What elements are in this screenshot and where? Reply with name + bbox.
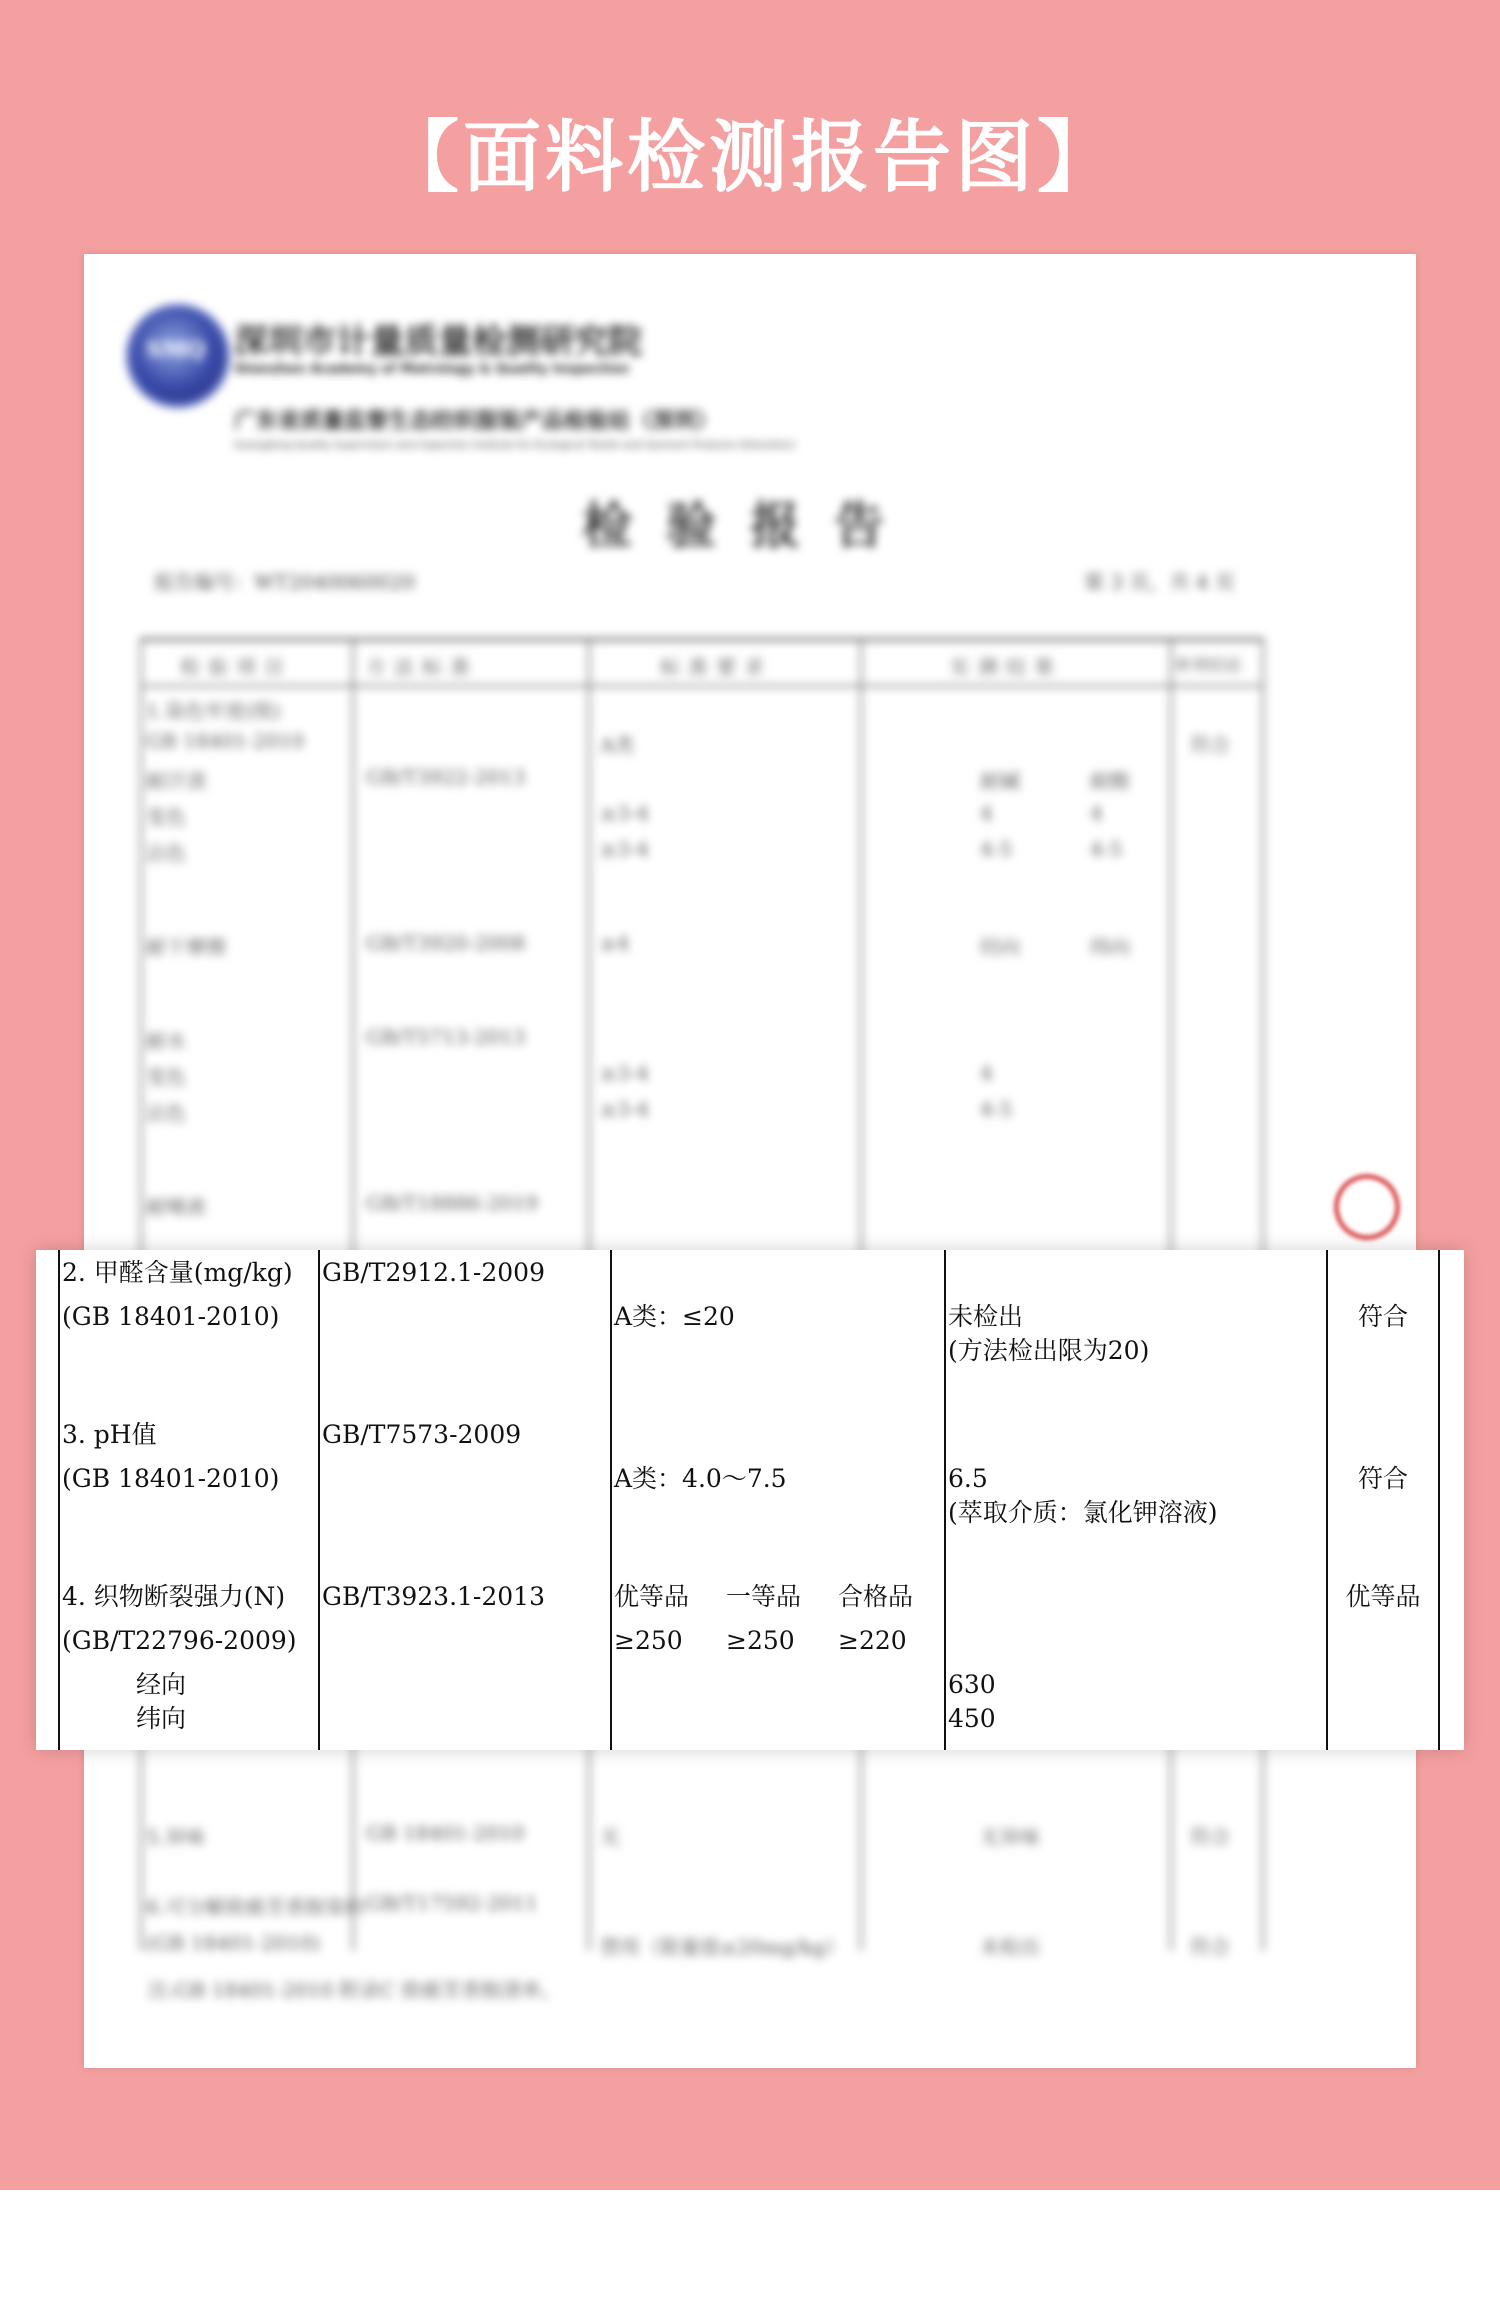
result: 未检出 xyxy=(948,1302,1024,1331)
item-weft: 纬向 xyxy=(136,1704,187,1733)
bg-cell-item: 1.染色牢度(级) xyxy=(146,699,281,723)
bg-cell-req: 无 xyxy=(600,1825,620,1849)
org-name: 深圳市计量质量检测研究院 xyxy=(234,322,642,362)
header-divider xyxy=(140,685,1264,687)
org-sub: 广东省质量监督生态纺织服装产品检验站（深圳） xyxy=(234,409,719,434)
header-cell: 检验项目 xyxy=(180,655,292,679)
bg-cell-req: ≥3-4 xyxy=(600,837,649,861)
bg-cell-item: GB 18401-2010 xyxy=(146,729,305,753)
bg-cell-concl: 符合 xyxy=(1190,733,1230,757)
column-divider xyxy=(318,1250,320,1750)
item-standard: (GB 18401-2010) xyxy=(62,1302,280,1331)
header-cell: 实测结果 xyxy=(950,655,1062,679)
bg-cell-req: ≥4 xyxy=(600,931,630,955)
bg-cell-result: 经向 xyxy=(980,935,1020,959)
conclusion: 优等品 xyxy=(1345,1582,1421,1611)
result-weft: 450 xyxy=(948,1704,996,1733)
report-number: 报告编号：WT2040060020 xyxy=(154,570,416,594)
banner-title: 【面料检测报告图】 xyxy=(380,113,1119,203)
bg-cell-item: 5.异味 xyxy=(146,1825,206,1849)
bg-cell-result: 4 xyxy=(980,1061,993,1085)
bg-cell-concl: 符合 xyxy=(1190,1935,1230,1959)
bg-cell-item: (GB 18401-2010) xyxy=(146,1931,320,1955)
method-standard: GB/T2912.1-2009 xyxy=(322,1258,545,1287)
bg-cell-result2: 4-5 xyxy=(1090,837,1123,861)
bg-cell-result: 4-5 xyxy=(980,837,1013,861)
bg-cell-item: 沾色 xyxy=(146,1101,186,1125)
conclusion: 符合 xyxy=(1357,1302,1408,1331)
bg-cell-req: A类 xyxy=(600,733,635,757)
grade-value: ≥220 xyxy=(838,1626,907,1655)
item-formaldehyde: 2. 甲醛含量(mg/kg) xyxy=(62,1258,293,1287)
logo-text: SMQ xyxy=(146,337,206,363)
column-divider xyxy=(58,1250,60,1750)
bg-cell-result2: 纬向 xyxy=(1090,935,1130,959)
bg-cell-method: GB/T17592-2011 xyxy=(366,1891,539,1915)
report-title: 检验报告 xyxy=(582,496,918,555)
report-note: 注:GB 18401-2010 附录C 致癌芳香胺清单。 xyxy=(148,1978,562,2002)
bg-cell-method: GB/T3920-2008 xyxy=(366,931,526,955)
header-cell: 单项结论 xyxy=(1174,656,1242,676)
requirement: A类：4.0～7.5 xyxy=(614,1464,787,1493)
result-note: (萃取介质：氯化钾溶液) xyxy=(948,1498,1218,1527)
item-standard: (GB 18401-2010) xyxy=(62,1464,280,1493)
bg-cell-method: GB 18401-2010 xyxy=(366,1821,525,1845)
item-standard: (GB/T22796-2009) xyxy=(62,1626,297,1655)
bg-cell-req: 禁用（限量值≤20mg/kg） xyxy=(600,1935,846,1959)
bg-cell-item: 耐水 xyxy=(146,1029,186,1053)
bg-cell-item: 耐唾液 xyxy=(146,1195,206,1219)
bg-cell-item: 6.可分解致癌芳香胺染料 xyxy=(146,1895,366,1919)
grade-value: ≥250 xyxy=(614,1626,683,1655)
method-standard: GB/T3923.1-2013 xyxy=(322,1582,545,1611)
bg-cell-item: 耐干摩擦 xyxy=(146,935,226,959)
column-divider xyxy=(610,1250,612,1750)
bg-cell-result: 4 xyxy=(980,801,993,825)
column-divider xyxy=(944,1250,946,1750)
item-warp: 经向 xyxy=(136,1670,187,1699)
org-name-en: Shenzhen Academy of Metrology & Quality Inspection xyxy=(234,362,630,377)
requirement: A类：≤20 xyxy=(614,1302,735,1331)
grade-label: 一等品 xyxy=(726,1582,802,1611)
org-sub-en: Guangdong Quality Supervision and Inspection Institute for Ecological Textile and Garment Products (Shenzhen) xyxy=(234,440,796,451)
blurred-report xyxy=(84,254,1416,2068)
bg-cell-concl: 符合 xyxy=(1190,1825,1230,1849)
bg-cell-method: GB/T3922-2013 xyxy=(366,765,526,789)
bg-cell-item: 耐汗渍 xyxy=(146,769,206,793)
header-cell: 标准要求 xyxy=(660,655,772,679)
item-breaking-strength: 4. 织物断裂强力(N) xyxy=(62,1582,286,1611)
result: 6.5 xyxy=(948,1464,988,1493)
conclusion: 符合 xyxy=(1357,1464,1408,1493)
bg-cell-req: ≥3-4 xyxy=(600,801,649,825)
bg-cell-method: GB/T5713-2013 xyxy=(366,1025,526,1049)
item-ph: 3. pH值 xyxy=(62,1420,157,1449)
grade-label: 优等品 xyxy=(614,1582,690,1611)
bg-cell-result: 耐碱 xyxy=(980,769,1020,793)
column-divider xyxy=(1438,1250,1440,1750)
grade-value: ≥250 xyxy=(726,1626,795,1655)
page-number: 第 3 页，共 4 页 xyxy=(1084,570,1235,594)
method-standard: GB/T7573-2009 xyxy=(322,1420,522,1449)
bg-cell-req: ≥3-4 xyxy=(600,1097,649,1121)
report-paper xyxy=(84,254,1416,2068)
result-warp: 630 xyxy=(948,1670,996,1699)
bg-cell-item: 沾色 xyxy=(146,841,186,865)
bg-cell-result: 无异味 xyxy=(980,1825,1040,1849)
bg-cell-result2: 耐酸 xyxy=(1090,769,1130,793)
result-note: (方法检出限为20) xyxy=(948,1336,1150,1365)
bg-cell-item: 变色 xyxy=(146,1065,186,1089)
bg-cell-req: ≥3-4 xyxy=(600,1061,649,1085)
bg-cell-result: 4-5 xyxy=(980,1097,1013,1121)
grade-label: 合格品 xyxy=(838,1582,914,1611)
bg-cell-item: 变色 xyxy=(146,805,186,829)
bg-cell-result: 未检出 xyxy=(980,1935,1040,1959)
bg-cell-method: GB/T18886-2019 xyxy=(366,1191,539,1215)
bg-cell-result2: 4 xyxy=(1090,801,1103,825)
header-cell: 方法标准 xyxy=(366,655,478,679)
highlighted-results-panel xyxy=(36,1250,1464,1750)
